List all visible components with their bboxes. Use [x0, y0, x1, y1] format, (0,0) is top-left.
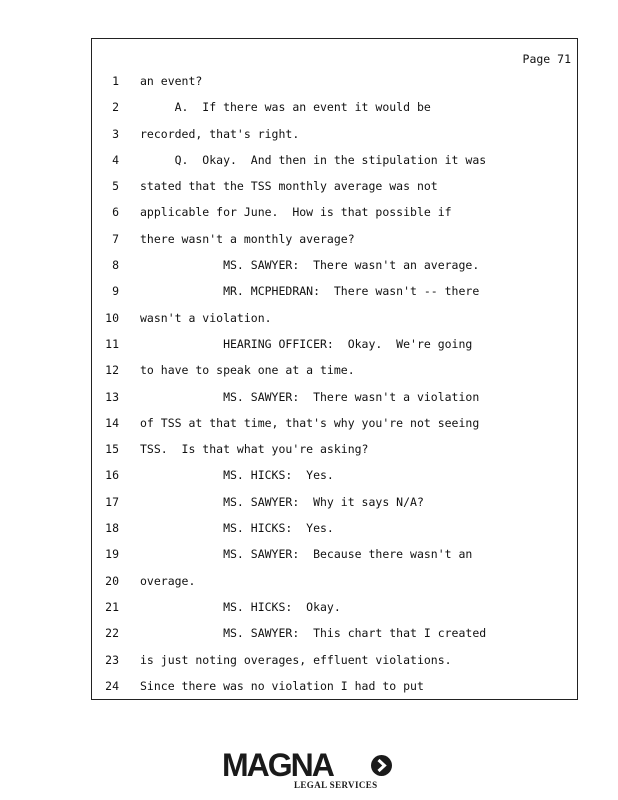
transcript-line — [92, 305, 577, 331]
line-text: wasn't a violation. — [140, 310, 272, 325]
transcript-line — [92, 620, 577, 646]
line-text: Since there was no violation I had to put — [140, 678, 424, 693]
line-number: 17 — [105, 494, 119, 509]
line-text: MS. HICKS: Yes. — [140, 468, 334, 483]
transcript-line — [92, 173, 577, 199]
transcript-line — [92, 541, 577, 567]
transcript-line — [92, 121, 577, 147]
transcript-line — [92, 647, 577, 673]
line-text: there wasn't a monthly average? — [140, 231, 355, 246]
transcript-line — [92, 357, 577, 383]
transcript-line — [92, 226, 577, 252]
transcript-lines — [92, 68, 577, 699]
line-text: MS. SAWYER: Because there wasn't an — [140, 547, 473, 562]
logo-subtitle: LEGAL SERVICES — [294, 780, 378, 790]
transcript-page — [91, 38, 578, 700]
line-number: 9 — [112, 284, 119, 299]
transcript-line — [92, 515, 577, 541]
line-number: 21 — [105, 599, 119, 614]
transcript-line — [92, 594, 577, 620]
line-number: 19 — [105, 547, 119, 562]
line-number: 16 — [105, 468, 119, 483]
chevron-right-circle-icon — [371, 755, 392, 776]
line-number: 2 — [112, 100, 119, 115]
transcript-line — [92, 462, 577, 488]
line-number: 11 — [105, 336, 119, 351]
line-number: 23 — [105, 652, 119, 667]
line-number: 4 — [112, 152, 119, 167]
line-number: 7 — [112, 231, 119, 246]
transcript-line — [92, 68, 577, 94]
line-text: MS. SAWYER: There wasn't an average. — [140, 258, 480, 273]
line-text: MS. SAWYER: This chart that I created — [140, 626, 487, 641]
line-text: MR. MCPHEDRAN: There wasn't -- there — [140, 284, 480, 299]
line-number: 13 — [105, 389, 119, 404]
transcript-line — [92, 489, 577, 515]
transcript-line — [92, 278, 577, 304]
logo-wordmark: MAGNA — [222, 747, 333, 783]
line-text: an event? — [140, 74, 203, 88]
line-text: is just noting overages, effluent violations. — [140, 652, 452, 667]
line-text: HEARING OFFICER: Okay. We're going — [140, 336, 473, 351]
page-number: Page 71 — [522, 52, 571, 66]
line-text: Q. Okay. And then in the stipulation it was — [140, 152, 487, 167]
line-text: MS. HICKS: Yes. — [140, 521, 334, 536]
line-text: overage. — [140, 573, 196, 588]
magna-logo — [222, 747, 402, 797]
line-number: 20 — [105, 573, 119, 588]
line-number: 10 — [105, 310, 119, 325]
line-number: 18 — [105, 521, 119, 536]
line-number: 1 — [112, 74, 119, 88]
line-text: to have to speak one at a time. — [140, 363, 355, 378]
transcript-line — [92, 436, 577, 462]
line-number: 6 — [112, 205, 119, 220]
transcript-line — [92, 384, 577, 410]
line-text: TSS. Is that what you're asking? — [140, 442, 369, 457]
transcript-line — [92, 568, 577, 594]
line-text: MS. SAWYER: There wasn't a violation — [140, 389, 480, 404]
line-number: 3 — [112, 126, 119, 141]
transcript-line — [92, 410, 577, 436]
transcript-line — [92, 199, 577, 225]
transcript-line — [92, 252, 577, 278]
line-text: applicable for June. How is that possible if — [140, 205, 452, 220]
line-number: 14 — [105, 415, 119, 430]
line-text: MS. HICKS: Okay. — [140, 599, 341, 614]
transcript-line — [92, 331, 577, 357]
line-number: 24 — [105, 678, 119, 693]
line-text: A. If there was an event it would be — [140, 100, 431, 115]
line-text: MS. SAWYER: Why it says N/A? — [140, 494, 424, 509]
line-number: 12 — [105, 363, 119, 378]
line-text: of TSS at that time, that's why you're not seeing — [140, 415, 480, 430]
transcript-line — [92, 147, 577, 173]
transcript-line — [92, 673, 577, 699]
line-number: 15 — [105, 442, 119, 457]
line-number: 22 — [105, 626, 119, 641]
line-number: 8 — [112, 258, 119, 273]
line-text: recorded, that's right. — [140, 126, 300, 141]
transcript-line — [92, 94, 577, 120]
line-number: 5 — [112, 179, 119, 194]
line-text: stated that the TSS monthly average was not — [140, 179, 438, 194]
